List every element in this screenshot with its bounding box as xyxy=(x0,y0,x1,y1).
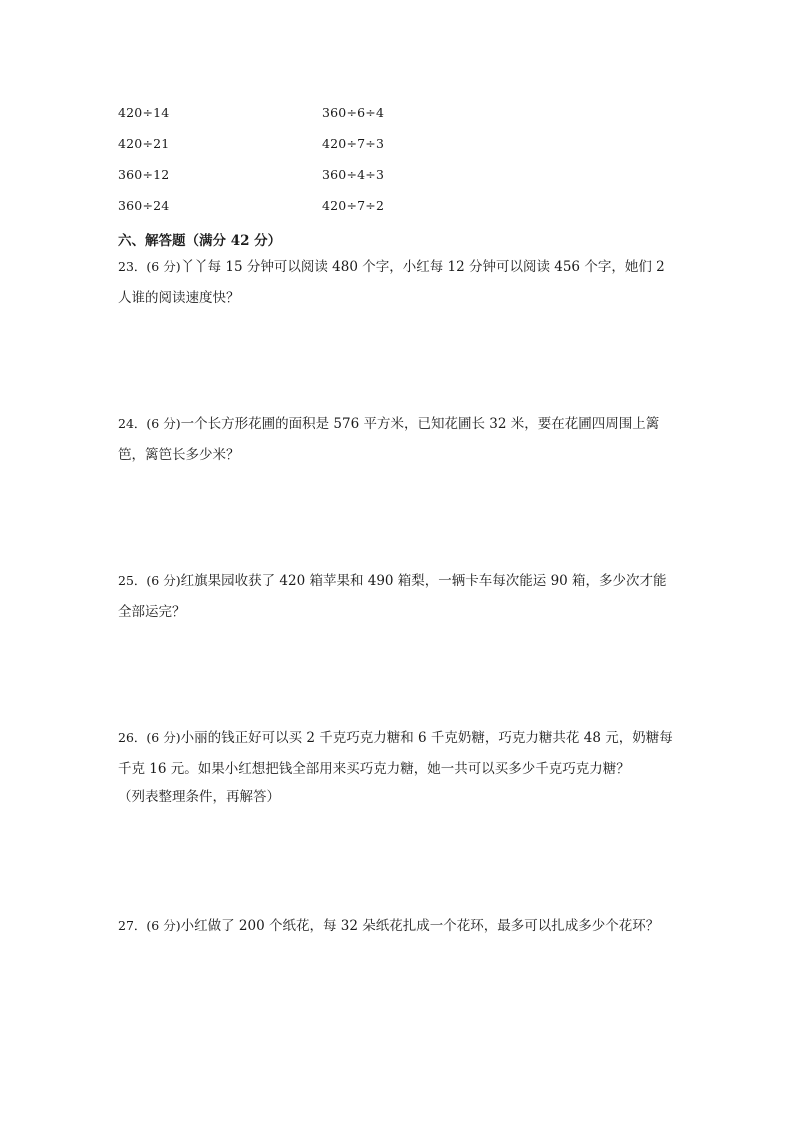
question-score: (6 分) xyxy=(146,259,181,274)
question-text: 红旗果园收获了 420 箱苹果和 490 箱梨，一辆卡车每次能运 90 箱，多少次才能全部运完？ xyxy=(118,573,667,620)
section-title: 六、解答题（满分 42 分） xyxy=(118,233,282,249)
question-number: 27． xyxy=(118,918,147,933)
question-number: 24． xyxy=(118,416,147,431)
question-26 xyxy=(118,722,678,809)
question-score: (6 分) xyxy=(146,416,181,431)
question-24 xyxy=(118,408,678,471)
question-text: 丫丫每 15 分钟可以阅读 480 个字，小红每 12 分钟可以阅读 456 个字，她们 2 人谁的阅读速度快？ xyxy=(118,259,665,306)
question-25 xyxy=(118,565,678,628)
question-number: 26． xyxy=(118,730,147,745)
calc-item-left-2: 420÷21 xyxy=(118,136,170,151)
calc-item-left-1: 420÷14 xyxy=(118,105,170,120)
question-number: 25． xyxy=(118,573,147,588)
question-score: (6 分) xyxy=(146,918,181,933)
question-text: 小丽的钱正好可以买 2 千克巧克力糖和 6 千克奶糖，巧克力糖共花 48 元，奶糖每千克 16 元。如果小红想把钱全部用来买巧克力糖，她一共可以买多少千克巧克力糖？ xyxy=(118,730,673,777)
calc-item-right-3: 360÷4÷3 xyxy=(322,167,385,182)
question-23 xyxy=(118,251,678,314)
question-number: 23． xyxy=(118,259,147,274)
calc-item-right-1: 360÷6÷4 xyxy=(322,105,385,120)
calc-item-right-4: 420÷7÷2 xyxy=(322,198,385,213)
question-note: （列表整理条件，再解答） xyxy=(118,789,280,805)
question-text: 一个长方形花圃的面积是 576 平方米，已知花圃长 32 米，要在花圃四周围上篱笆，篱笆长多少米？ xyxy=(118,416,660,463)
calc-item-right-2: 420÷7÷3 xyxy=(322,136,385,151)
question-score: (6 分) xyxy=(146,573,181,588)
question-27 xyxy=(118,910,678,942)
question-text: 小红做了 200 个纸花，每 32 朵纸花扎成一个花环，最多可以扎成多少个花环？ xyxy=(180,918,660,934)
calc-item-left-4: 360÷24 xyxy=(118,198,170,213)
question-score: (6 分) xyxy=(146,730,181,745)
calc-item-left-3: 360÷12 xyxy=(118,167,170,182)
